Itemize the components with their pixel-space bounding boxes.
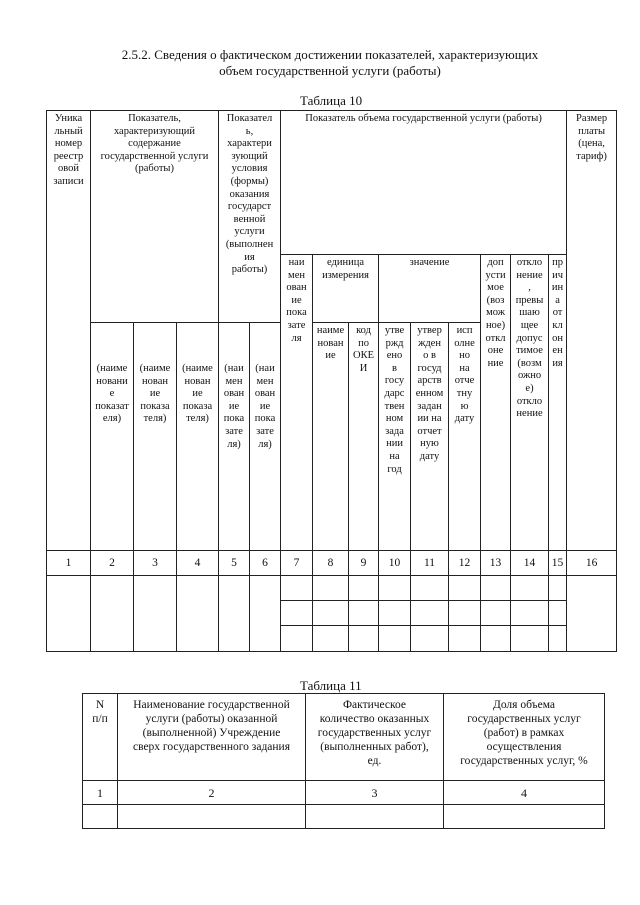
header-value: значение (379, 255, 481, 323)
column-number: 5 (219, 551, 250, 576)
header-unit-name: наиме нован ие (313, 323, 349, 551)
header-indicator-name: наи мен ован ие пока зате ля (281, 255, 313, 551)
empty-cell (349, 601, 379, 626)
empty-cell (134, 576, 177, 652)
header-deviation-reason: пр ич ин а от кл он ен ия (549, 255, 567, 551)
table11-caption: Таблица 11 (300, 678, 362, 693)
empty-cell (549, 601, 567, 626)
header-actual-quantity: Фактическое количество оказанных государственных услуг (выполненных работ), ед. (306, 694, 444, 781)
empty-cell (219, 576, 250, 652)
empty-cell (481, 601, 511, 626)
column-number: 10 (379, 551, 411, 576)
empty-cell (411, 601, 449, 626)
empty-cell (411, 576, 449, 601)
header-volume-share: Доля объема государственных услуг (работ) в рамках осуществления государственных услуг, % (444, 694, 605, 781)
header-executed: исп олне но на отче тну ю дату (449, 323, 481, 551)
column-number: 1 (47, 551, 91, 576)
column-number: 8 (313, 551, 349, 576)
empty-cell (379, 626, 411, 652)
column-number: 2 (118, 781, 306, 805)
empty-cell (177, 576, 219, 652)
column-number: 4 (177, 551, 219, 576)
header-condition-indicator: Показател ь, характери зующий условия (формы) оказания государст венной услуги (выполнен ия работы) (219, 111, 281, 323)
column-number: 1 (83, 781, 118, 805)
header-exceeding-deviation: откло нение , превы шаю щее допус тимое (возм ожно е) откло нение (511, 255, 549, 551)
empty-cell (449, 576, 481, 601)
column-number: 6 (250, 551, 281, 576)
table-row (83, 805, 605, 829)
column-number: 9 (349, 551, 379, 576)
subheader-2: (наиме нован ие показа теля) (134, 323, 177, 551)
empty-cell (83, 805, 118, 829)
table-row (47, 576, 617, 601)
header-approved-year: утве ржд ено в госу дарс твен ном зада нии на год (379, 323, 411, 551)
header-row-number: N п/п (83, 694, 118, 781)
column-number: 11 (411, 551, 449, 576)
subheader-4: (наи мен ован ие пока зате ля) (219, 323, 250, 551)
header-allowed-deviation: доп усти мое (воз мож ное) откл оне ние (481, 255, 511, 551)
empty-cell (281, 576, 313, 601)
empty-cell (349, 626, 379, 652)
empty-cell (511, 601, 549, 626)
table-10 (46, 110, 617, 652)
empty-cell (511, 626, 549, 652)
header-service-name: Наименование государственной услуги (работы) оказанной (выполненной) Учреждение сверх государственного задания (118, 694, 306, 781)
heading-line-1: 2.5.2. Сведения о фактическом достижении показателей, характеризующих (121, 47, 539, 62)
empty-cell (481, 576, 511, 601)
subheader-5: (наи мен ован ие пока зате ля) (250, 323, 281, 551)
column-number: 3 (306, 781, 444, 805)
empty-cell (449, 601, 481, 626)
column-number: 14 (511, 551, 549, 576)
header-fee: Размер платы (цена, тариф) (567, 111, 617, 551)
column-number: 16 (567, 551, 617, 576)
empty-cell (567, 576, 617, 652)
empty-cell (549, 576, 567, 601)
column-number: 12 (449, 551, 481, 576)
empty-cell (281, 601, 313, 626)
empty-cell (511, 576, 549, 601)
header-volume-indicator: Показатель объема государственной услуги (работы) (281, 111, 567, 255)
empty-cell (118, 805, 306, 829)
table-11 (82, 693, 605, 829)
column-number: 13 (481, 551, 511, 576)
header-unit: единица измерения (313, 255, 379, 323)
empty-cell (549, 626, 567, 652)
column-number: 2 (91, 551, 134, 576)
heading-line-2: объем государственной услуги (работы) (219, 63, 441, 78)
column-number: 7 (281, 551, 313, 576)
empty-cell (91, 576, 134, 652)
empty-cell (313, 601, 349, 626)
empty-cell (313, 576, 349, 601)
empty-cell (47, 576, 91, 652)
header-unique-number: Уника льный номер реестр овой записи (47, 111, 91, 551)
empty-cell (379, 601, 411, 626)
empty-cell (313, 626, 349, 652)
table10-caption: Таблица 10 (300, 93, 363, 108)
empty-cell (281, 626, 313, 652)
subheader-3: (наиме нован ие показа теля) (177, 323, 219, 551)
column-number: 4 (444, 781, 605, 805)
empty-cell (379, 576, 411, 601)
empty-cell (411, 626, 449, 652)
header-approved-date: утвер жден о в госуд арств енном задан ии на отчет ную дату (411, 323, 449, 551)
empty-cell (306, 805, 444, 829)
header-okei-code: код по ОКЕ И (349, 323, 379, 551)
section-heading (40, 47, 620, 79)
header-content-indicator: Показатель, характеризующий содержание государственной услуги (работы) (91, 111, 219, 323)
empty-cell (449, 626, 481, 652)
empty-cell (444, 805, 605, 829)
column-number: 3 (134, 551, 177, 576)
column-number: 15 (549, 551, 567, 576)
empty-cell (481, 626, 511, 652)
subheader-1: (наиме новани е показат еля) (91, 323, 134, 551)
empty-cell (250, 576, 281, 652)
empty-cell (349, 576, 379, 601)
